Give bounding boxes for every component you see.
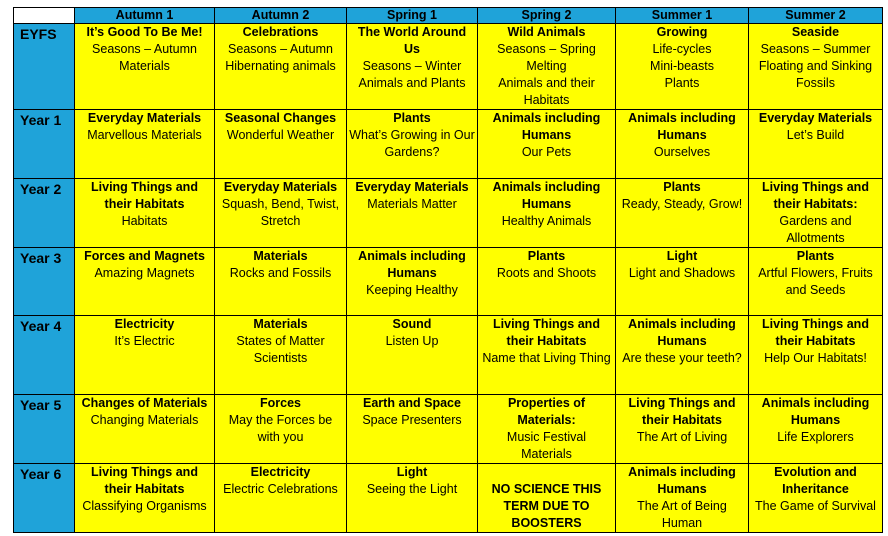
topic-cell	[749, 248, 883, 316]
year-label: Year 2	[14, 179, 75, 248]
year-label: Year 6	[14, 464, 75, 533]
topic-cell	[215, 316, 347, 395]
topic-cell	[749, 316, 883, 395]
topic-cell	[616, 248, 749, 316]
topic-subtitle: Help Our Habitats!	[764, 351, 867, 365]
topic-title: Celebrations	[242, 25, 319, 39]
topic-cell	[478, 316, 616, 395]
topic-subtitle: Seasons – Winter	[362, 59, 462, 73]
topic-subtitle: Wonderful Weather	[226, 128, 335, 142]
topic-cell	[347, 110, 478, 179]
topic-title: Living Things and their Habitats	[91, 465, 198, 496]
topic-title: Living Things and their Habitats	[493, 317, 600, 348]
topic-title: Animals including Humans	[628, 317, 736, 348]
topic-subtitle: Materials Matter	[367, 197, 457, 211]
term-header: Autumn 2	[215, 8, 347, 24]
topic-subtitle: Let’s Build	[786, 128, 845, 142]
topic-subtitle: Light and Shadows	[628, 266, 736, 280]
topic-cell	[749, 464, 883, 533]
topic-title: Changes of Materials	[81, 396, 208, 410]
topic-title: Seasonal Changes	[224, 111, 337, 125]
topic-cell	[478, 464, 616, 533]
topic-cell	[749, 395, 883, 464]
topic-subtitle: Our Pets	[521, 145, 572, 159]
topic-cell	[75, 110, 215, 179]
topic-subtitle: Rocks and Fossils	[229, 266, 332, 280]
topic-subtitle: Materials	[119, 59, 170, 73]
topic-cell	[478, 248, 616, 316]
topic-title: Everyday Materials	[223, 180, 338, 194]
topic-subtitle: Healthy Animals	[501, 214, 592, 228]
topic-cell	[215, 179, 347, 248]
topic-subtitle: Fossils	[796, 76, 835, 90]
topic-cell	[75, 395, 215, 464]
topic-subtitle: States of Matter Scientists	[236, 334, 325, 365]
topic-cell	[75, 248, 215, 316]
topic-title: Electricity	[114, 317, 175, 331]
topic-title: Plants	[796, 249, 835, 263]
topic-subtitle: Habitats	[121, 214, 168, 228]
year-label: Year 1	[14, 110, 75, 179]
term-header: Summer 1	[616, 8, 749, 24]
topic-cell	[616, 179, 749, 248]
year-label: Year 4	[14, 316, 75, 395]
topic-title: Living Things and their Habitats	[628, 396, 736, 427]
topic-cell	[215, 464, 347, 533]
topic-subtitle: Gardens and Allotments	[779, 214, 852, 245]
topic-title: Everyday Materials	[87, 111, 202, 125]
topic-cell	[347, 316, 478, 395]
topic-title: NO SCIENCE THIS TERM DUE TO BOOSTERS	[491, 482, 602, 530]
topic-title: Animals including Humans	[628, 111, 736, 142]
corner-cell	[14, 8, 75, 24]
topic-title: Animals including Humans	[492, 111, 601, 142]
topic-title: Living Things and their Habitats	[91, 180, 198, 211]
topic-cell	[347, 24, 478, 110]
topic-subtitle: Space Presenters	[362, 413, 462, 427]
topic-subtitle: Are these your teeth?	[622, 351, 742, 365]
topic-subtitle: The Game of Survival	[755, 499, 876, 513]
topic-cell	[75, 179, 215, 248]
topic-subtitle: The Art of Being Human	[637, 499, 727, 530]
topic-title: Plants	[527, 249, 566, 263]
topic-subtitle: Mini-beasts	[650, 59, 714, 73]
table-row	[14, 179, 883, 248]
topic-subtitle: Seasons – Autumn	[228, 42, 333, 56]
topic-subtitle: Amazing Magnets	[94, 266, 195, 280]
topic-cell	[478, 110, 616, 179]
topic-title: Animals including Humans	[761, 396, 870, 427]
topic-title: Light	[666, 249, 698, 263]
topic-title: Animals including Humans	[492, 180, 601, 211]
topic-subtitle: Hibernating animals	[225, 59, 336, 73]
topic-subtitle: Life Explorers	[777, 430, 854, 444]
topic-cell	[616, 464, 749, 533]
topic-cell	[616, 110, 749, 179]
header-row	[14, 8, 883, 24]
topic-title: Materials	[253, 249, 308, 263]
topic-title: Living Things and their Habitats:	[762, 180, 869, 211]
topic-subtitle: Marvellous Materials	[87, 128, 202, 142]
topic-subtitle: Floating and Sinking	[758, 59, 873, 73]
topic-title: Forces	[260, 396, 301, 410]
topic-title: It’s Good To Be Me!	[86, 25, 203, 39]
topic-cell	[347, 464, 478, 533]
topic-title: Materials	[253, 317, 308, 331]
topic-title: Properties of Materials:	[507, 396, 586, 427]
topic-subtitle: Animals and Plants	[358, 76, 466, 90]
topic-title: Earth and Space	[363, 396, 461, 410]
topic-cell	[616, 24, 749, 110]
topic-title: Plants	[393, 111, 431, 125]
topic-cell	[478, 179, 616, 248]
topic-cell	[749, 24, 883, 110]
topic-subtitle: Music Festival Materials	[506, 430, 587, 461]
topic-subtitle: Electric Celebrations	[223, 482, 338, 496]
topic-subtitle: The Art of Living	[636, 430, 728, 444]
topic-subtitle: Classifying Organisms	[82, 499, 207, 513]
topic-cell	[75, 316, 215, 395]
term-header: Autumn 1	[75, 8, 215, 24]
topic-cell	[215, 24, 347, 110]
topic-cell	[616, 316, 749, 395]
topic-cell	[215, 248, 347, 316]
table-row	[14, 395, 883, 464]
table-row	[14, 110, 883, 179]
topic-subtitle: Ready, Steady, Grow!	[621, 197, 743, 211]
topic-subtitle: Changing Materials	[90, 413, 199, 427]
topic-cell	[616, 395, 749, 464]
table-row	[14, 24, 883, 110]
topic-cell	[347, 248, 478, 316]
table-body	[14, 24, 883, 533]
topic-subtitle: May the Forces be with you	[228, 413, 333, 444]
topic-subtitle: Ourselves	[653, 145, 711, 159]
topic-subtitle: Keeping Healthy	[366, 283, 458, 297]
topic-cell	[347, 395, 478, 464]
topic-cell	[75, 464, 215, 533]
year-label: Year 5	[14, 395, 75, 464]
year-label: Year 3	[14, 248, 75, 316]
topic-title: Wild Animals	[507, 25, 586, 39]
topic-subtitle: It’s Electric	[114, 334, 175, 348]
topic-subtitle: Plants	[664, 76, 700, 90]
topic-title: Animals including Humans	[628, 465, 736, 496]
topic-cell	[347, 179, 478, 248]
topic-title: Sound	[392, 317, 432, 331]
topic-title: Forces and Magnets	[84, 249, 205, 263]
topic-title: Evolution and Inheritance	[774, 465, 857, 496]
topic-subtitle: Life-cycles	[652, 42, 712, 56]
topic-title: Everyday Materials	[758, 111, 873, 125]
topic-title: Animals including Humans	[358, 249, 466, 280]
topic-cell	[215, 395, 347, 464]
topic-title: The World Around Us	[357, 25, 467, 56]
topic-cell	[749, 110, 883, 179]
topic-title: Light	[396, 465, 428, 479]
topic-subtitle: Melting	[526, 59, 567, 73]
table-row	[14, 248, 883, 316]
curriculum-table	[13, 7, 883, 533]
topic-subtitle: Seasons – Autumn	[92, 42, 197, 56]
topic-title: Seaside	[791, 25, 840, 39]
topic-title: Living Things and their Habitats	[762, 317, 869, 348]
topic-title: Plants	[663, 180, 701, 194]
topic-cell	[75, 24, 215, 110]
topic-subtitle: Squash, Bend, Twist, Stretch	[221, 197, 340, 228]
topic-subtitle: Seasons – Spring	[497, 42, 596, 56]
topic-subtitle: Artful Flowers, Fruits and Seeds	[758, 266, 873, 297]
topic-subtitle: Seasons – Summer	[760, 42, 871, 56]
topic-subtitle: What’s Growing in Our Gardens?	[349, 128, 475, 159]
table-row	[14, 464, 883, 533]
term-header: Spring 2	[478, 8, 616, 24]
topic-cell	[215, 110, 347, 179]
term-header: Summer 2	[749, 8, 883, 24]
topic-title: Growing	[656, 25, 708, 39]
topic-subtitle: Seeing the Light	[366, 482, 458, 496]
topic-cell	[478, 395, 616, 464]
year-label: EYFS	[14, 24, 75, 110]
topic-cell	[749, 179, 883, 248]
term-header: Spring 1	[347, 8, 478, 24]
topic-subtitle: Name that Living Thing	[482, 351, 611, 365]
topic-title: Electricity	[250, 465, 311, 479]
table-row	[14, 316, 883, 395]
topic-subtitle: Animals and their Habitats	[498, 76, 595, 107]
topic-cell	[478, 24, 616, 110]
topic-subtitle: Listen Up	[385, 334, 439, 348]
topic-title: Everyday Materials	[355, 180, 469, 194]
topic-subtitle: Roots and Shoots	[496, 266, 597, 280]
